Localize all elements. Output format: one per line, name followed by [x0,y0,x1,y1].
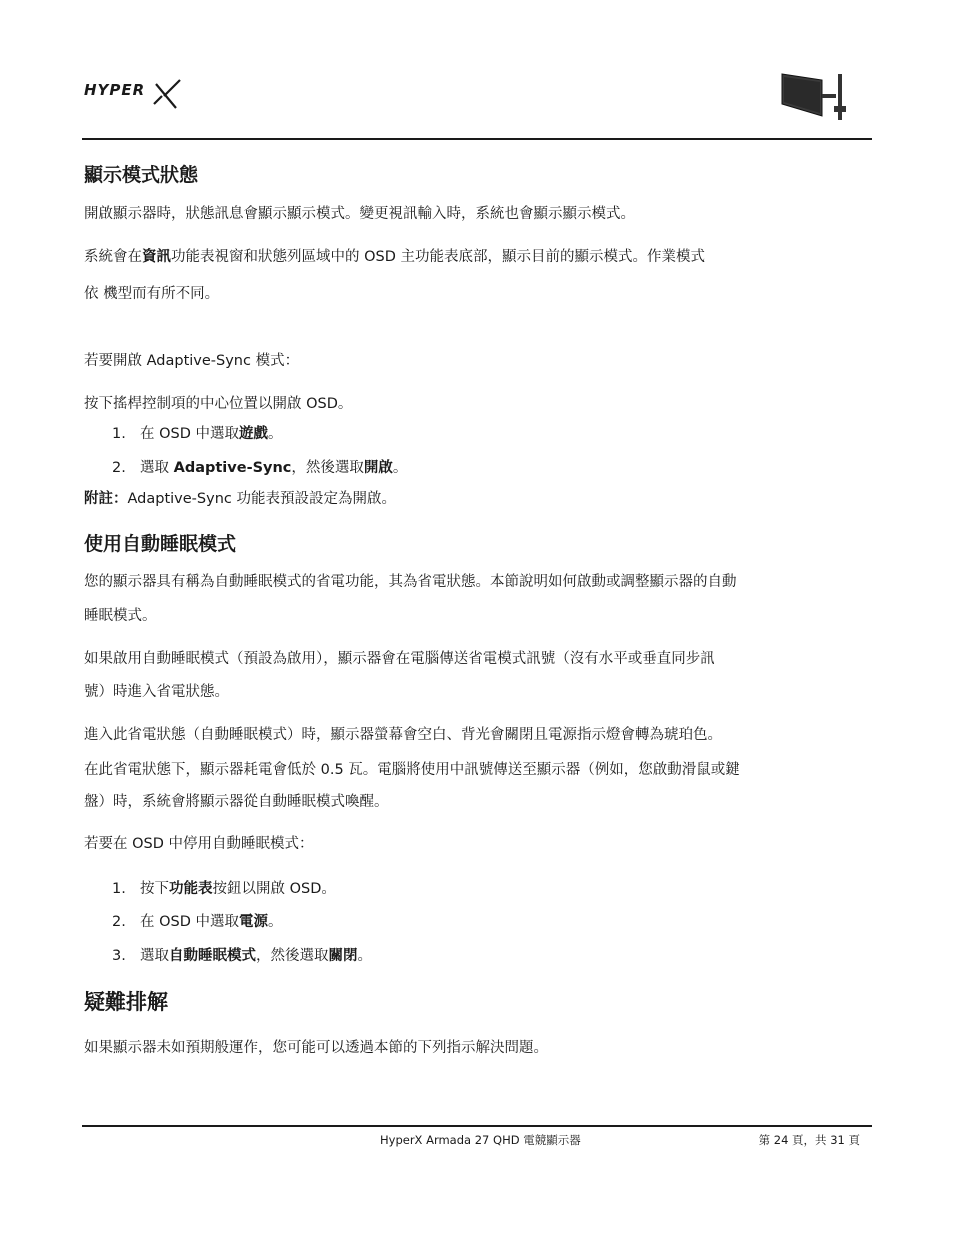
hyperx-logo [84,78,182,112]
section-title-troubleshooting: 疑難排解 [84,990,168,1014]
note: 附註：Adaptive-Sync 功能表預設設定為開啟。 [84,491,396,507]
paragraph: 若要開啟 Adaptive-Sync 模式： [84,353,300,369]
footer-product: HyperX Armada 27 QHD 電競顯示器 [380,1133,581,1147]
paragraph: 在此省電狀態下，顯示器耗電會低於 0.5 瓦。電腦將使用中訊號傳送至顯示器（例如，您啟動滑鼠或鍵 [84,762,740,778]
section-title-display-mode: 顯示模式狀態 [84,164,199,186]
paragraph: 如果顯示器未如預期般運作，您可能可以透過本節的下列指示解決問題。 [84,1040,548,1056]
paragraph: 如果啟用自動睡眠模式（預設為啟用），顯示器會在電腦傳送省電模式訊號（沒有水平或垂直同步訊 [84,651,715,667]
paragraph: 若要在 OSD 中停用自動睡眠模式： [84,836,314,852]
header-rule [82,138,872,140]
note-label: 附註： [84,491,128,507]
paragraph: 號）時進入省電狀態。 [84,684,229,700]
list-item: 2. 在 OSD 中選取電源。 [112,914,283,930]
paragraph: 依 機型而有所不同。 [84,286,220,302]
monitor-arm-icon [778,70,852,122]
paragraph: 開啟顯示器時，狀態訊息會顯示顯示模式。變更視訊輸入時，系統也會顯示顯示模式。 [84,206,635,222]
paragraph: 進入此省電狀態（自動睡眠模式）時，顯示器螢幕會空白、背光會關閉且電源指示燈會轉為琥珀色。 [84,727,722,743]
list-item: 1. 在 OSD 中選取遊戲。 [112,426,283,442]
paragraph: 您的顯示器具有稱為自動睡眠模式的省電功能，其為省電狀態。本節說明如何啟動或調整顯示器的自動 [84,574,737,590]
list-item: 2. 選取 Adaptive-Sync，然後選取開啟。 [112,460,408,476]
list-item: 3. 選取自動睡眠模式，然後選取關閉。 [112,948,372,964]
bold-term: 資訊 [142,249,171,265]
section-title-auto-sleep: 使用自動睡眠模式 [84,533,237,555]
list-item: 1. 按下功能表按鈕以開啟 OSD。 [112,881,336,897]
footer-page-number: 第 24 頁，共 31 頁 [758,1133,860,1147]
footer-rule [82,1125,872,1127]
paragraph: 盤）時，系統會將顯示器從自動睡眠模式喚醒。 [84,794,389,810]
paragraph: 睡眠模式。 [84,608,157,624]
paragraph: 按下搖桿控制項的中心位置以開啟 OSD。 [84,396,353,412]
svg-text:HYPER: HYPER [84,81,146,99]
paragraph: 系統會在資訊功能表視窗和狀態列區域中的 OSD 主功能表底部，顯示目前的顯示模式。作業模式 [84,249,705,265]
